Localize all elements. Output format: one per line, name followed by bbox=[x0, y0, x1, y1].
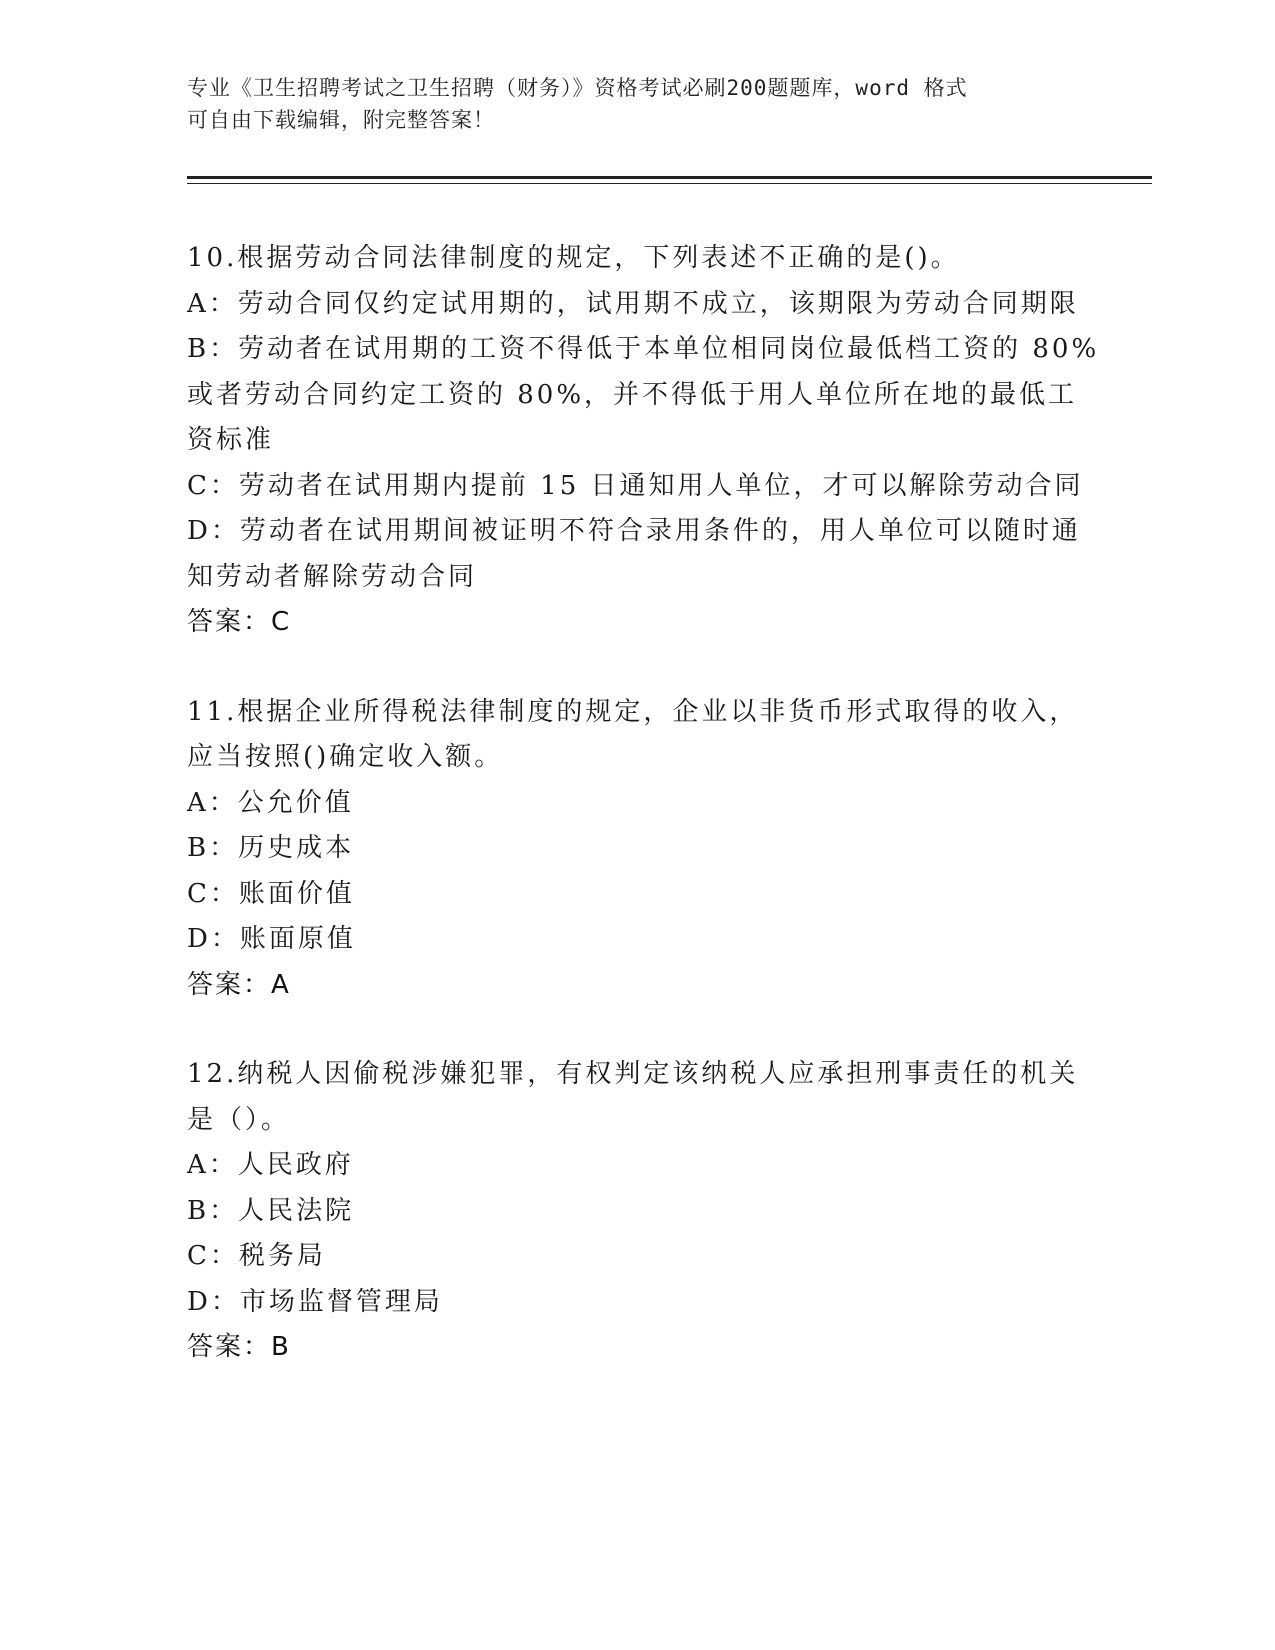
question-stem-continued: 应当按照()确定收入额。 bbox=[187, 742, 504, 772]
option-d: D：劳动者在试用期间被证明不符合录用条件的，用人单位可以随时通 bbox=[187, 516, 1081, 546]
option-c: C：账面价值 bbox=[187, 878, 355, 909]
question-stem: 11.根据企业所得税法律制度的规定，企业以非货币形式取得的收入， bbox=[187, 696, 1079, 727]
question-list bbox=[187, 236, 1100, 1371]
option-a: A：人民政府 bbox=[187, 1150, 354, 1180]
answer-label: 答案：C bbox=[187, 607, 292, 637]
question-stem-continued: 是（）。 bbox=[187, 1104, 291, 1135]
header-line-2: 可自由下载编辑，附完整答案！ bbox=[187, 108, 495, 132]
question-12 bbox=[187, 1052, 1087, 1371]
option-c: C：税务局 bbox=[187, 1241, 326, 1271]
option-d-continued: 知劳动者解除劳动合同 bbox=[187, 561, 478, 592]
option-b: B：劳动者在试用期的工资不得低于本单位相同岗位最低档工资的 80% bbox=[187, 334, 1100, 364]
option-b-continued: 或者劳动合同约定工资的 80%，并不得低于用人单位所在地的最低工 bbox=[187, 379, 1078, 410]
header-divider-thick bbox=[187, 176, 1152, 179]
question-stem: 12.纳税人因偷税涉嫌犯罪，有权判定该纳税人应承担刑事责任的机关 bbox=[187, 1059, 1079, 1089]
header-line-1: 专业《卫生招聘考试之卫生招聘（财务）》资格考试必刷200题题库，word 格式 bbox=[187, 76, 968, 100]
option-b-continued: 资标准 bbox=[187, 425, 275, 455]
question-stem: 10.根据劳动合同法律制度的规定，下列表述不正确的是()。 bbox=[187, 243, 960, 273]
option-a: A：劳动合同仅约定试用期的，试用期不成立，该期限为劳动合同期限 bbox=[187, 288, 1079, 319]
answer-label: 答案：A bbox=[187, 969, 291, 1000]
option-d: D：市场监督管理局 bbox=[187, 1286, 443, 1317]
option-b: B：历史成本 bbox=[187, 833, 355, 863]
question-10 bbox=[187, 236, 1100, 646]
option-b: B：人民法院 bbox=[187, 1195, 355, 1226]
option-c: C：劳动者在试用期内提前 15 日通知用人单位，才可以解除劳动合同 bbox=[187, 470, 1084, 501]
question-11 bbox=[187, 690, 1087, 1009]
option-d: D：账面原值 bbox=[187, 924, 356, 954]
option-a: A：公允价值 bbox=[187, 787, 354, 818]
document-header bbox=[187, 72, 1067, 136]
answer-label: 答案：B bbox=[187, 1332, 291, 1362]
header-divider-thin bbox=[187, 183, 1152, 184]
